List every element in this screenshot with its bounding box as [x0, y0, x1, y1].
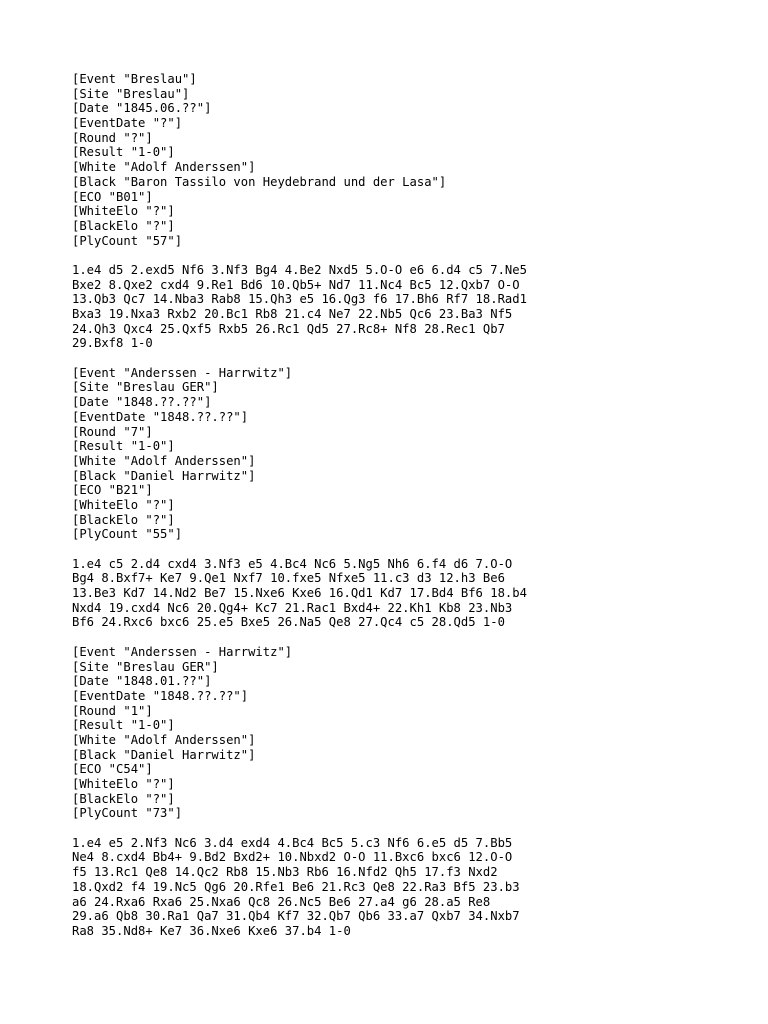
tag-round: [Round "1"]: [72, 703, 153, 718]
tag-event: [Event "Anderssen - Harrwitz"]: [72, 644, 293, 659]
move-line: f5 13.Rc1 Qe8 14.Qc2 Rb8 15.Nb3 Rb6 16.Nfd2 Qh5 17.f3 Nxd2: [72, 865, 498, 880]
tag-round: [Round "7"]: [72, 424, 153, 439]
tag-date: [Date "1845.06.??"]: [72, 101, 212, 116]
tag-whiteelo: [WhiteElo "?"]: [72, 204, 175, 219]
move-line: Bf6 24.Rxc6 bxc6 25.e5 Bxe5 26.Na5 Qe8 27.Qc4 c5 28.Qd5 1-0: [72, 615, 505, 630]
tag-plycount: [PlyCount "55"]: [72, 527, 183, 542]
game-1-moves: [72, 263, 752, 351]
tag-site: [Site "Breslau GER"]: [72, 659, 219, 674]
spacer: [72, 821, 752, 836]
game-3-moves: [72, 836, 752, 939]
tag-white: [White "Adolf Anderssen"]: [72, 453, 256, 468]
game-2-header: [72, 366, 752, 542]
tag-plycount: [PlyCount "57"]: [72, 233, 183, 248]
tag-event: [Event "Anderssen - Harrwitz"]: [72, 365, 293, 380]
tag-whiteelo: [WhiteElo "?"]: [72, 497, 175, 512]
spacer: [72, 542, 752, 557]
move-line: 29.a6 Qb8 30.Ra1 Qa7 31.Qb4 Kf7 32.Qb7 Qb6 33.a7 Qxb7 34.Nxb7: [72, 909, 520, 924]
move-line: Nxd4 19.cxd4 Nc6 20.Qg4+ Kc7 21.Rac1 Bxd4+ 22.Kh1 Kb8 23.Nb3: [72, 600, 513, 615]
spacer: [72, 351, 752, 366]
tag-event: [Event "Breslau"]: [72, 72, 197, 86]
tag-black: [Black "Daniel Harrwitz"]: [72, 747, 256, 762]
spacer: [72, 630, 752, 645]
move-line: 1.e4 e5 2.Nf3 Nc6 3.d4 exd4 4.Bc4 Bc5 5.c3 Nf6 6.e5 d5 7.Bb5: [72, 835, 513, 850]
tag-black: [Black "Daniel Harrwitz"]: [72, 468, 256, 483]
move-line: Ra8 35.Nd8+ Ke7 36.Nxe6 Kxe6 37.b4 1-0: [72, 923, 351, 938]
tag-eco: [ECO "B01"]: [72, 189, 153, 204]
move-line: 24.Qh3 Qxc4 25.Qxf5 Rxb5 26.Rc1 Qd5 27.Rc8+ Nf8 28.Rec1 Qb7: [72, 321, 505, 336]
tag-blackelo: [BlackElo "?"]: [72, 791, 175, 806]
tag-white: [White "Adolf Anderssen"]: [72, 160, 256, 175]
pgn-document: [72, 72, 752, 939]
tag-site: [Site "Breslau GER"]: [72, 380, 219, 395]
tag-eventdate: [EventDate "1848.??.??"]: [72, 409, 249, 424]
tag-white: [White "Adolf Anderssen"]: [72, 732, 256, 747]
move-line: Bg4 8.Bxf7+ Ke7 9.Qe1 Nxf7 10.fxe5 Nfxe5 11.c3 d3 12.h3 Be6: [72, 571, 505, 586]
tag-date: [Date "1848.01.??"]: [72, 674, 212, 689]
move-line: a6 24.Rxa6 Rxa6 25.Nxa6 Qc8 26.Nc5 Be6 27.a4 g6 28.a5 Re8: [72, 894, 491, 909]
tag-blackelo: [BlackElo "?"]: [72, 218, 175, 233]
tag-eco: [ECO "B21"]: [72, 483, 153, 498]
move-line: 1.e4 c5 2.d4 cxd4 3.Nf3 e5 4.Bc4 Nc6 5.Ng5 Nh6 6.f4 d6 7.O-O: [72, 556, 513, 571]
move-line: 13.Qb3 Qc7 14.Nba3 Rab8 15.Qh3 e5 16.Qg3 f6 17.Bh6 Rf7 18.Rad1: [72, 292, 527, 307]
tag-plycount: [PlyCount "73"]: [72, 806, 183, 821]
move-line: 18.Qxd2 f4 19.Nc5 Qg6 20.Rfe1 Be6 21.Rc3 Qe8 22.Ra3 Bf5 23.b3: [72, 879, 520, 894]
tag-result: [Result "1-0"]: [72, 145, 175, 160]
tag-black: [Black "Baron Tassilo von Heydebrand und der Lasa"]: [72, 174, 447, 189]
tag-eco: [ECO "C54"]: [72, 762, 153, 777]
tag-eventdate: [EventDate "1848.??.??"]: [72, 688, 249, 703]
move-line: 29.Bxf8 1-0: [72, 336, 153, 351]
move-line: 13.Be3 Kd7 14.Nd2 Be7 15.Nxe6 Kxe6 16.Qd1 Kd7 17.Bd4 Bf6 18.b4: [72, 586, 527, 601]
move-line: Ne4 8.cxd4 Bb4+ 9.Bd2 Bxd2+ 10.Nbxd2 O-O 11.Bxc6 bxc6 12.O-O: [72, 850, 513, 865]
move-line: Bxa3 19.Nxa3 Rxb2 20.Bc1 Rb8 21.c4 Ne7 22.Nb5 Qc6 23.Ba3 Nf5: [72, 307, 513, 321]
tag-whiteelo: [WhiteElo "?"]: [72, 777, 175, 791]
game-2-moves: [72, 557, 752, 630]
tag-site: [Site "Breslau"]: [72, 86, 190, 101]
tag-blackelo: [BlackElo "?"]: [72, 512, 175, 527]
game-3-header: [72, 645, 752, 821]
tag-result: [Result "1-0"]: [72, 439, 175, 454]
game-1-header: [72, 72, 752, 248]
tag-round: [Round "?"]: [72, 130, 153, 145]
move-line: Bxe2 8.Qxe2 cxd4 9.Re1 Bd6 10.Qb5+ Nd7 11.Nc4 Bc5 12.Qxb7 O-O: [72, 277, 520, 292]
tag-date: [Date "1848.??.??"]: [72, 395, 212, 410]
tag-eventdate: [EventDate "?"]: [72, 116, 183, 131]
tag-result: [Result "1-0"]: [72, 718, 175, 733]
spacer: [72, 248, 752, 263]
move-line: 1.e4 d5 2.exd5 Nf6 3.Nf3 Bg4 4.Be2 Nxd5 5.O-O e6 6.d4 c5 7.Ne5: [72, 262, 527, 277]
